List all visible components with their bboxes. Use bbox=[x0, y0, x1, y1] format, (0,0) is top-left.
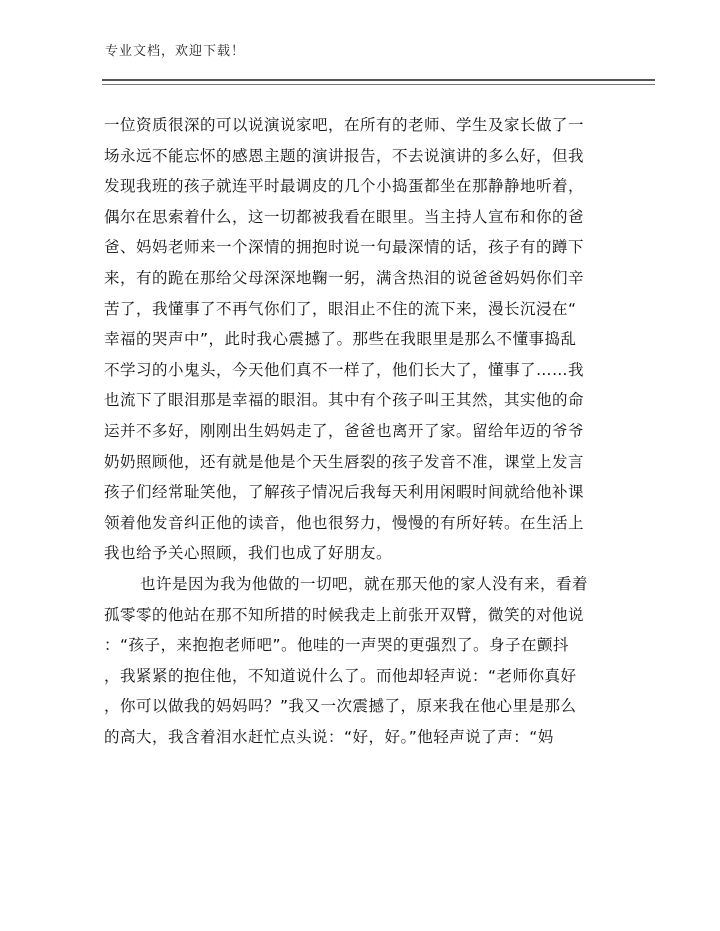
text-line: 孩子们经常耻笑他，了解孩子情况后我每天利用闲暇时间就给他补课 bbox=[104, 483, 585, 502]
paragraph-2 bbox=[104, 569, 604, 753]
paragraph-1 bbox=[104, 110, 604, 569]
page-header: 专业文档，欢迎下载！ bbox=[105, 44, 246, 59]
text-line: 幸福的哭声中”，此时我心震撼了。那些在我眼里是那么不懂事捣乱 bbox=[104, 330, 577, 349]
text-line: 发现我班的孩子就连平时最调皮的几个小捣蛋都坐在那静静地听着， bbox=[104, 177, 585, 196]
text-line: 爸、妈妈老师来一个深情的拥抱时说一句最深情的话，孩子有的蹲下 bbox=[104, 238, 585, 257]
text-line: 的高大，我含着泪水赶忙点头说：“好，好。”他轻声说了声：“妈 bbox=[104, 727, 554, 746]
text-line: 来，有的跪在那给父母深深地鞠一躬，满含热泪的说爸爸妈妈你们辛 bbox=[104, 268, 585, 287]
text-line: 也流下了眼泪那是幸福的眼泪。其中有个孩子叫王其然，其实他的命 bbox=[104, 391, 585, 410]
text-line: 苦了，我懂事了不再气你们了，眼泪止不住的流下来，漫长沉浸在“ bbox=[104, 299, 577, 318]
text-line: 一位资质很深的可以说演说家吧，在所有的老师、学生及家长做了一 bbox=[104, 116, 585, 134]
text-line: ，你可以做我的妈妈吗？”我又一次震撼了，原来我在他心里是那么 bbox=[104, 697, 577, 716]
header-rule-thick bbox=[102, 79, 655, 81]
text-line: 也许是因为我为他做的一切吧，就在那天他的家人没有来，看着 bbox=[140, 574, 589, 593]
text-line: 场永远不能忘怀的感恩主题的演讲报告，不去说演讲的多么好，但我 bbox=[104, 146, 585, 165]
text-line: ，我紧紧的抱住他，不知道说什么了。而他却轻声说：“老师你真好 bbox=[104, 666, 577, 685]
text-line: 不学习的小鬼头，今天他们真不一样了，他们长大了，懂事了……我 bbox=[104, 360, 585, 379]
header-rule-thin bbox=[102, 84, 655, 85]
document-body bbox=[104, 110, 604, 752]
text-line: 奶奶照顾他，还有就是他是个天生唇裂的孩子发音不准，课堂上发言 bbox=[104, 452, 585, 471]
text-line: 我也给予关心照顾，我们也成了好朋友。 bbox=[104, 544, 393, 563]
text-line: 孤零零的他站在那不知所措的时候我走上前张开双臂，微笑的对他说 bbox=[104, 605, 585, 624]
text-line: 运并不多好，刚刚出生妈妈走了，爸爸也离开了家。留给年迈的爷爷 bbox=[104, 421, 585, 440]
text-line: 偶尔在思索着什么，这一切都被我看在眼里。当主持人宣布和你的爸 bbox=[104, 207, 585, 226]
text-line: 领着他发音纠正他的读音，他也很努力，慢慢的有所好转。在生活上 bbox=[104, 513, 585, 532]
text-line: ：“孩子，来抱抱老师吧”。他哇的一声哭的更强烈了。身子在颤抖 bbox=[104, 636, 570, 655]
